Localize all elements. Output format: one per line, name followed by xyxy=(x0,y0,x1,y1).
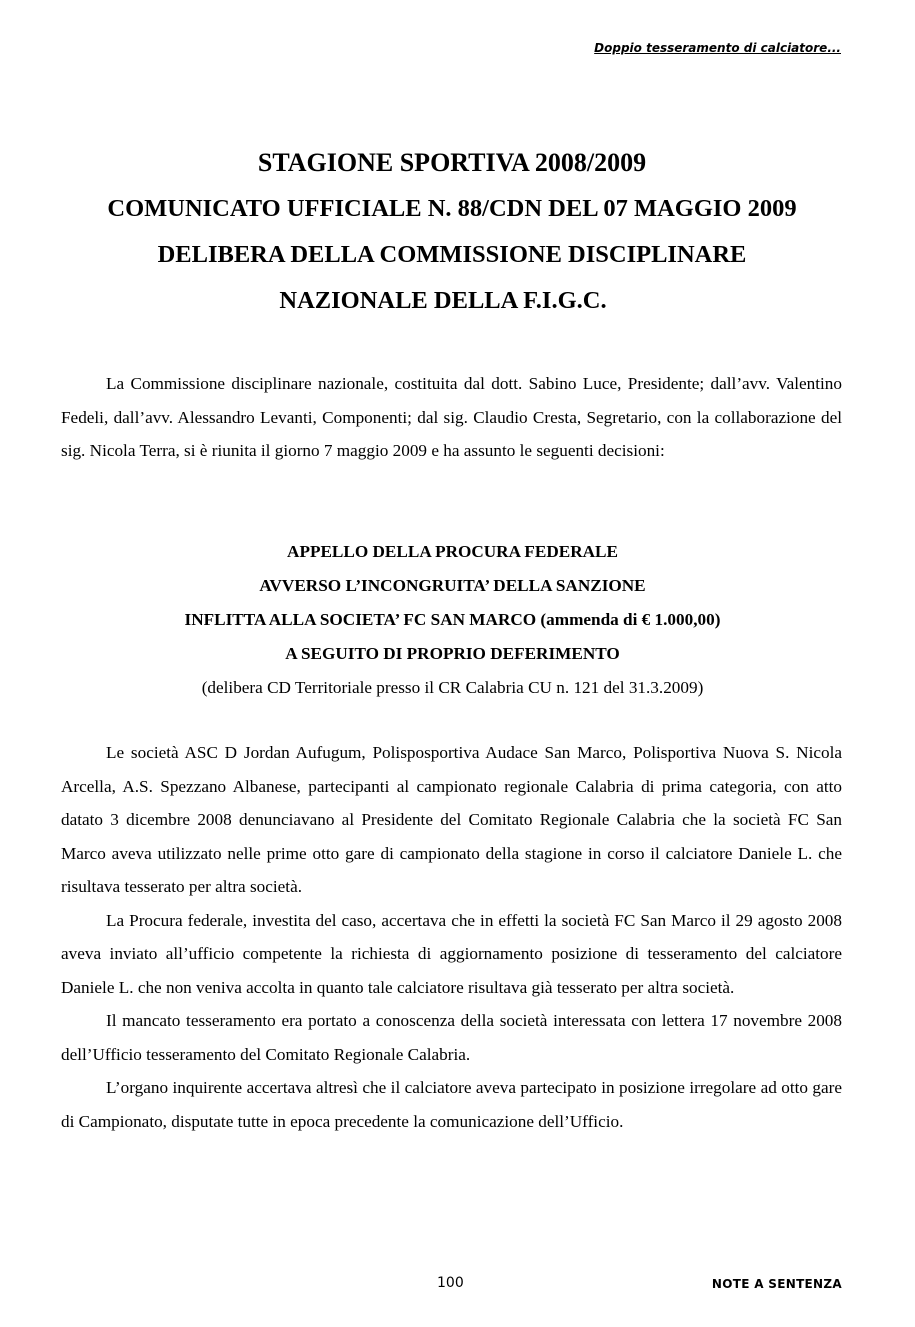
section-heading xyxy=(62,535,843,705)
section-reference: (delibera CD Territoriale presso il CR Calabria CU n. 121 del 31.3.2009) xyxy=(201,678,704,697)
title-season: STAGIONE SPORTIVA 2008/2009 xyxy=(257,148,647,177)
intro-paragraph: La Commissione disciplinare nazionale, costituita dal dott. Sabino Luce, Presidente; dall’avv. Valentino Fedeli, dall’avv. Alessandro Levanti, Componenti; dal sig. Claudio Cresta, Segretario, con la collaborazione del sig. Nicola Terra, si è riunita il giorno 7 maggio 2009 e ha assunto le seguenti decisioni: xyxy=(61,374,842,460)
title-organization: NAZIONALE DELLA F.I.G.C. xyxy=(279,287,607,314)
body-paragraph: Le società ASC D Jordan Aufugum, Polisposportiva Audace San Marco, Polisportiva Nuova S. Nicola Arcella, A.S. Spezzano Albanese, partecipanti al campionato regionale Calabria di prima categoria, con atto datato 3 dicembre 2008 denunciavano al Presidente del Comitato Regionale Calabria che la società FC San Marco aveva utilizzato nelle prime otto gare di campionato della stagione in corso il calciatore Daniele L. che risultava tesserato per altra società. xyxy=(61,743,842,896)
section-heading-line: AVVERSO L’INCONGRUITA’ DELLA SANZIONE xyxy=(259,576,646,595)
intro-section xyxy=(61,367,842,468)
section-heading-line: APPELLO DELLA PROCURA FEDERALE xyxy=(287,542,618,561)
page-number: 100 xyxy=(437,1275,464,1291)
section-heading-line: A SEGUITO DI PROPRIO DEFERIMENTO xyxy=(285,644,620,663)
running-header: Doppio tesseramento di calciatore... xyxy=(594,41,841,55)
footer-label: NOTE A SENTENZA xyxy=(711,1277,842,1291)
document-title xyxy=(62,140,842,324)
title-communique: COMUNICATO UFFICIALE N. 88/CDN DEL 07 MAGGIO 2009 xyxy=(107,195,797,222)
body-paragraph: La Procura federale, investita del caso, accertava che in effetti la società FC San Marco il 29 agosto 2008 aveva inviato all’ufficio competente la richiesta di aggiornamento posizione di tesseramento del calciatore Daniele L. che non veniva accolta in quanto tale calciatore risultava già tesserato per altra società. xyxy=(61,910,842,997)
body-paragraph: Il mancato tesseramento era portato a conoscenza della società interessata con lettera 17 novembre 2008 dell’Ufficio tesseramento del Comitato Regionale Calabria. xyxy=(61,1011,842,1064)
body-paragraph: L’organo inquirente accertava altresì che il calciatore aveva partecipato in posizione irregolare ad otto gare di Campionato, disputate tutte in epoca precedente la comunicazione dell’Ufficio. xyxy=(61,1078,842,1131)
title-deliberation: DELIBERA DELLA COMMISSIONE DISCIPLINARE xyxy=(157,241,747,268)
section-heading-line: INFLITTA ALLA SOCIETA’ FC SAN MARCO (ammenda di € 1.000,00) xyxy=(184,610,721,629)
body-section xyxy=(61,736,842,1138)
